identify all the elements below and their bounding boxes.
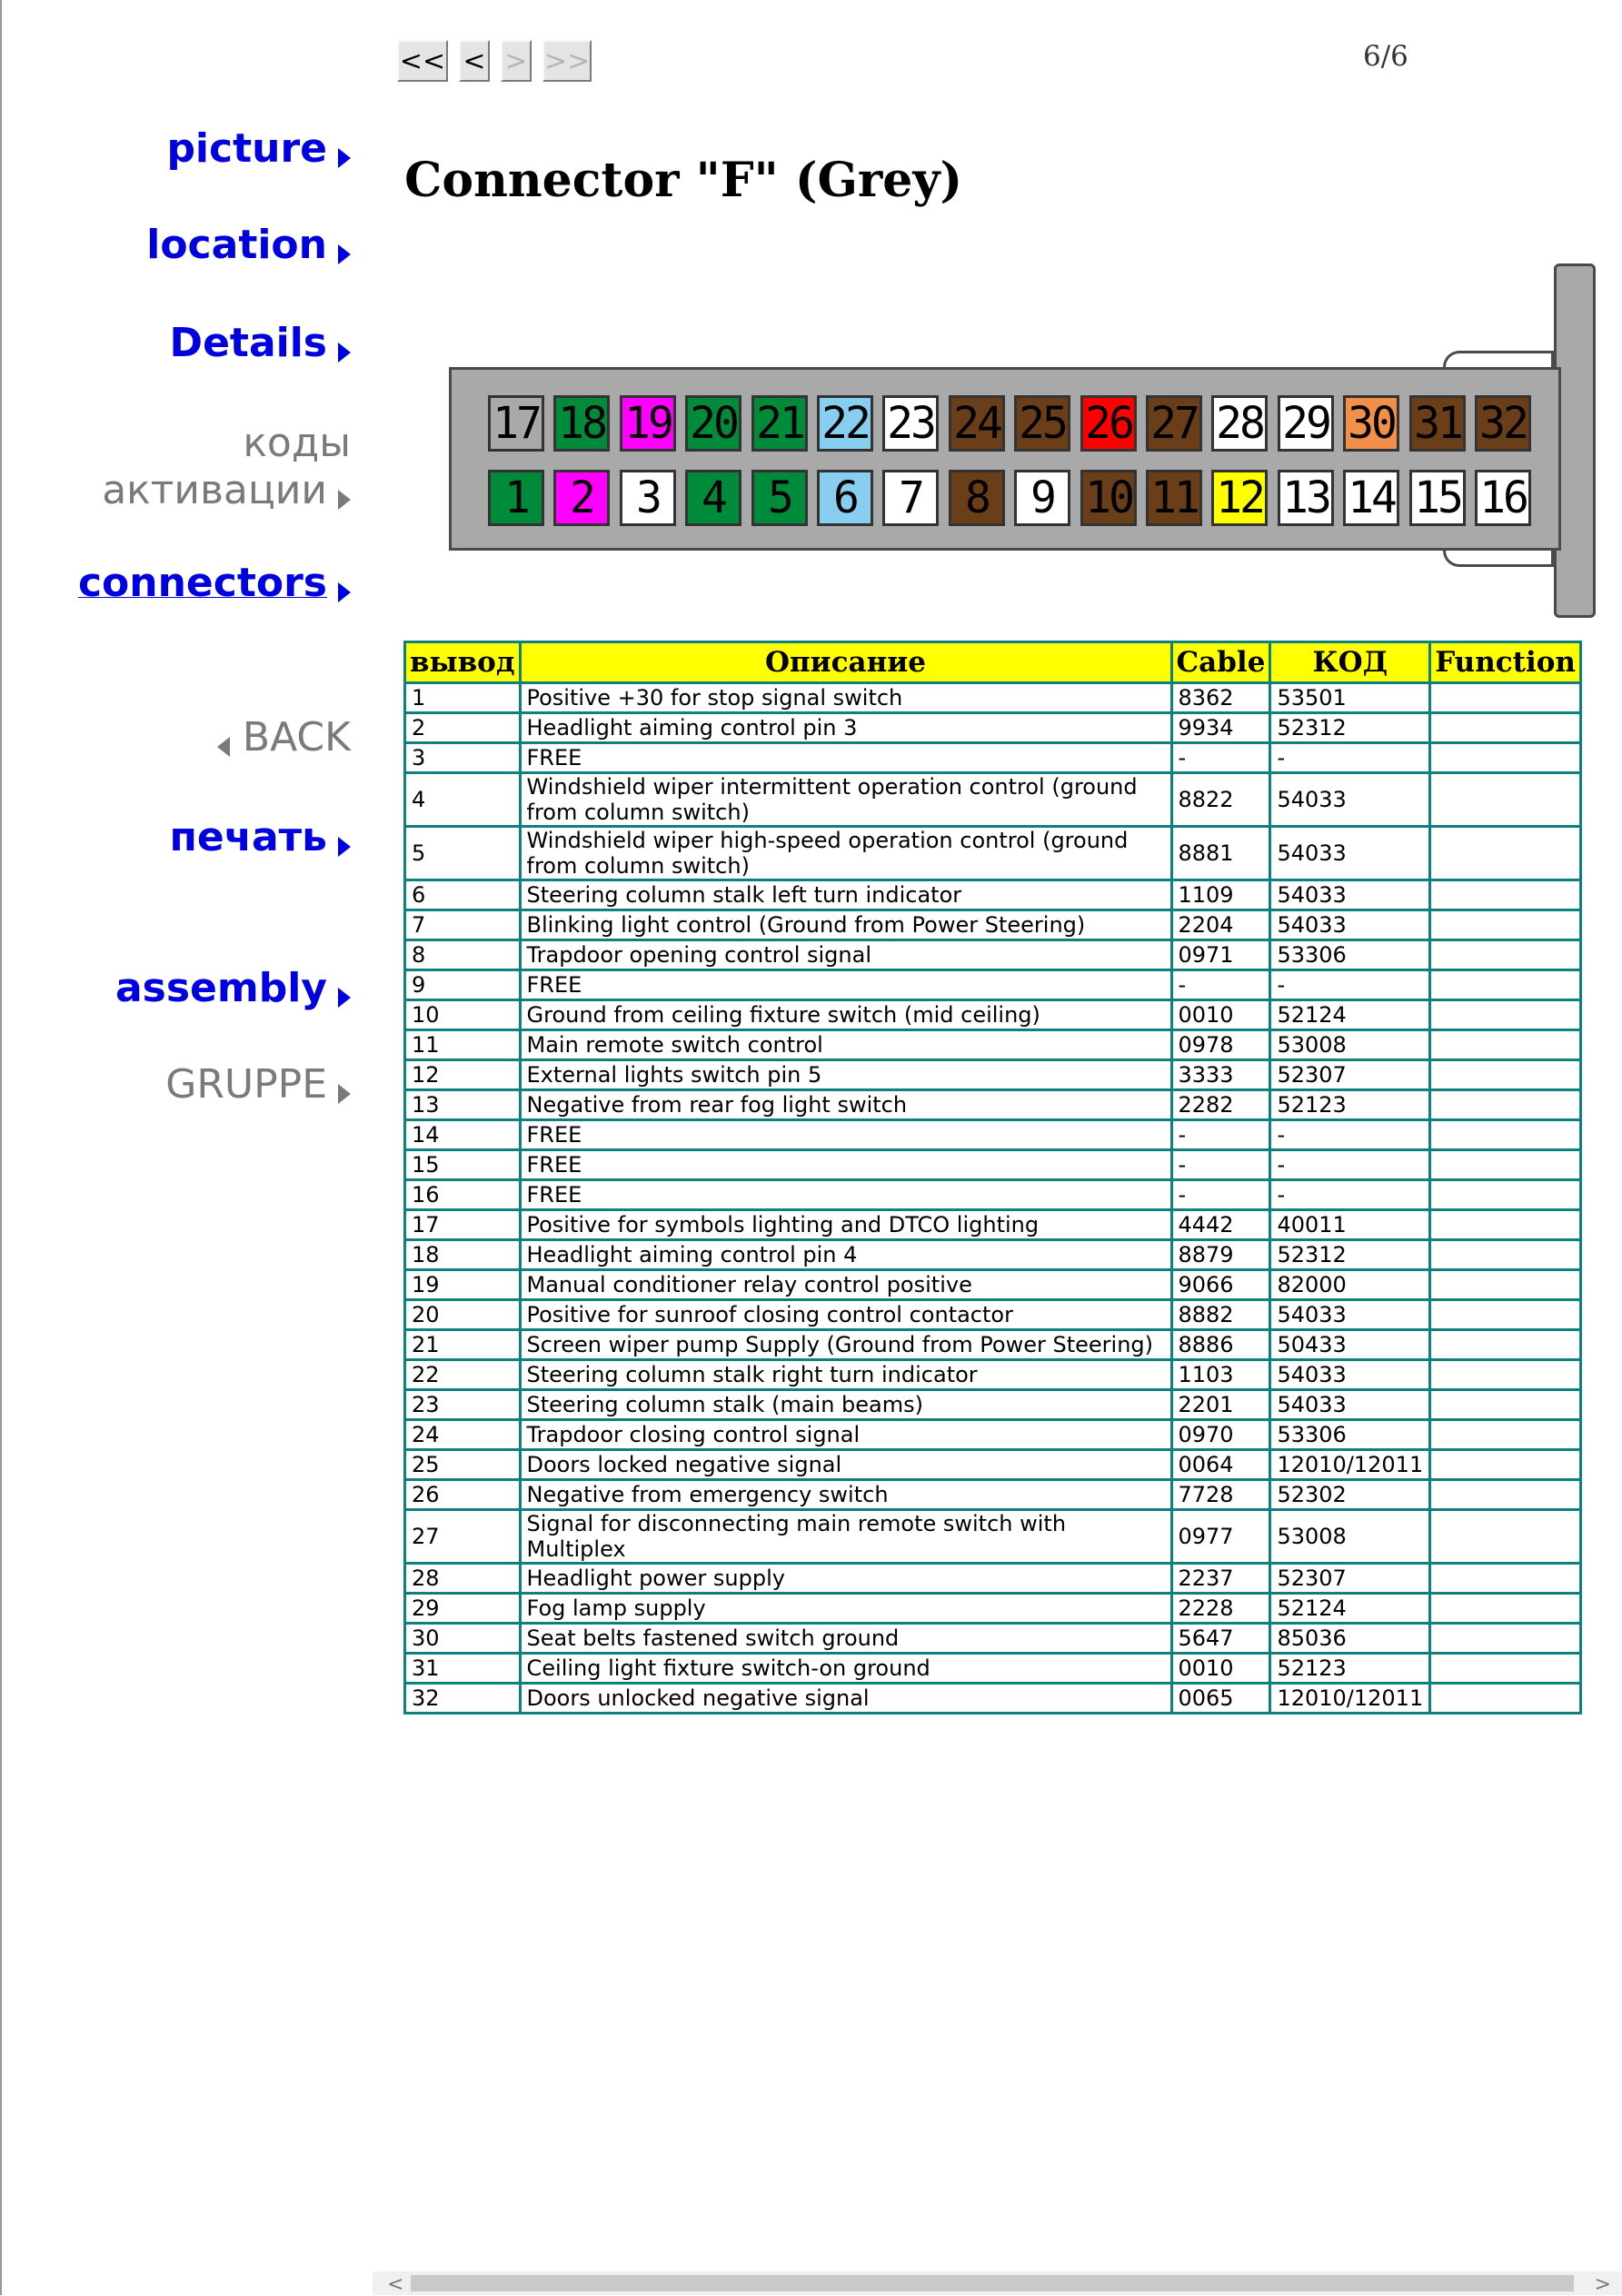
cell-cable: 5647 — [1171, 1624, 1270, 1654]
cell-description: Positive for sunroof closing control contactor — [520, 1300, 1171, 1330]
cell-function — [1430, 880, 1581, 910]
horizontal-scrollbar[interactable] — [373, 2271, 1622, 2295]
cell-cable: 8886 — [1171, 1330, 1270, 1360]
table-row — [405, 970, 1581, 1000]
connector-pin: 22 — [817, 395, 873, 452]
cell-cable: - — [1171, 1180, 1270, 1210]
connector-pin: 19 — [620, 395, 676, 452]
cell-description: FREE — [520, 1120, 1171, 1150]
table-row — [405, 1624, 1581, 1654]
menu-picture[interactable] — [0, 125, 351, 172]
cell-description: Windshield wiper intermittent operation control (ground from column switch) — [520, 773, 1171, 827]
cell-function — [1430, 910, 1581, 940]
cell-function — [1430, 940, 1581, 970]
cell-pin: 7 — [405, 910, 521, 940]
cell-code: 12010/12011 — [1270, 1684, 1430, 1714]
connector-latch-bottom — [1443, 551, 1554, 567]
connector-pin: 16 — [1475, 470, 1531, 526]
table-row — [405, 1654, 1581, 1684]
cell-description: Positive for symbols lighting and DTCO lighting — [520, 1210, 1171, 1240]
cell-code: 50433 — [1270, 1330, 1430, 1360]
cell-pin: 21 — [405, 1330, 521, 1360]
cell-function — [1430, 1594, 1581, 1624]
cell-pin: 26 — [405, 1480, 521, 1510]
cell-function — [1430, 743, 1581, 773]
cell-description: Seat belts fastened switch ground — [520, 1624, 1171, 1654]
table-row — [405, 1330, 1581, 1360]
connector-pin: 11 — [1146, 470, 1202, 526]
cell-pin: 6 — [405, 880, 521, 910]
table-row — [405, 1360, 1581, 1390]
pager — [397, 40, 592, 82]
cell-cable: 7728 — [1171, 1480, 1270, 1510]
cell-pin: 27 — [405, 1510, 521, 1564]
scroll-right-icon[interactable]: > — [1594, 2273, 1611, 2296]
cell-code: 52123 — [1270, 1654, 1430, 1684]
next-page-button[interactable]: > — [501, 40, 532, 82]
cell-function — [1430, 1360, 1581, 1390]
connector-pin: 30 — [1343, 395, 1399, 452]
cell-cable: 8881 — [1171, 827, 1270, 880]
cell-cable: 8882 — [1171, 1300, 1270, 1330]
table-row — [405, 1180, 1581, 1210]
table-row — [405, 1300, 1581, 1330]
connector-pin: 6 — [817, 470, 873, 526]
cell-function — [1430, 1240, 1581, 1270]
cell-cable: 0978 — [1171, 1030, 1270, 1060]
chevron-right-icon — [338, 148, 351, 168]
cell-cable: 2204 — [1171, 910, 1270, 940]
connector-pin: 18 — [553, 395, 610, 452]
col-description-header: Описание — [520, 642, 1171, 683]
cell-code: 52307 — [1270, 1564, 1430, 1594]
cell-description: Negative from rear fog light switch — [520, 1090, 1171, 1120]
cell-function — [1430, 773, 1581, 827]
connector-pin: 24 — [949, 395, 1005, 452]
cell-function — [1430, 683, 1581, 713]
connector-pin: 9 — [1014, 470, 1070, 526]
cell-function — [1430, 713, 1581, 743]
cell-description: Screen wiper pump Supply (Ground from Power Steering) — [520, 1330, 1171, 1360]
chevron-right-icon — [338, 490, 351, 510]
table-row — [405, 1240, 1581, 1270]
table-row — [405, 910, 1581, 940]
table-row — [405, 1564, 1581, 1594]
cell-pin: 11 — [405, 1030, 521, 1060]
cell-pin: 2 — [405, 713, 521, 743]
cell-description: Headlight power supply — [520, 1564, 1171, 1594]
cell-function — [1430, 1330, 1581, 1360]
cell-code: 54033 — [1270, 1360, 1430, 1390]
cell-cable: 0977 — [1171, 1510, 1270, 1564]
back-label: BACK — [242, 714, 351, 760]
table-row — [405, 940, 1581, 970]
cell-cable: 8362 — [1171, 683, 1270, 713]
table-row — [405, 1450, 1581, 1480]
cell-pin: 28 — [405, 1564, 521, 1594]
cell-function — [1430, 1480, 1581, 1510]
cell-cable: 0010 — [1171, 1000, 1270, 1030]
cell-pin: 17 — [405, 1210, 521, 1240]
page-indicator: 6/6 — [1363, 40, 1408, 73]
cell-function — [1430, 970, 1581, 1000]
cell-code: 53501 — [1270, 683, 1430, 713]
menu-codes-line2: активации — [102, 467, 327, 513]
cell-function — [1430, 1684, 1581, 1714]
connector-body — [449, 367, 1561, 551]
cell-cable: 0010 — [1171, 1654, 1270, 1684]
connector-pin: 31 — [1409, 395, 1466, 452]
cell-code: - — [1270, 1150, 1430, 1180]
cell-cable: 0970 — [1171, 1420, 1270, 1450]
cell-pin: 18 — [405, 1240, 521, 1270]
cell-description: Negative from emergency switch — [520, 1480, 1171, 1510]
table-row — [405, 1090, 1581, 1120]
scroll-left-icon[interactable]: < — [387, 2273, 404, 2296]
chevron-right-icon — [338, 582, 351, 602]
cell-code: 52123 — [1270, 1090, 1430, 1120]
cell-function — [1430, 1654, 1581, 1684]
cell-code: 54033 — [1270, 827, 1430, 880]
cell-code: - — [1270, 1180, 1430, 1210]
cell-description: External lights switch pin 5 — [520, 1060, 1171, 1090]
cell-pin: 22 — [405, 1360, 521, 1390]
connector-pin: 20 — [685, 395, 741, 452]
cell-function — [1430, 1120, 1581, 1150]
cell-pin: 12 — [405, 1060, 521, 1090]
cell-description: Signal for disconnecting main remote switch with Multiplex — [520, 1510, 1171, 1564]
cell-function — [1430, 1060, 1581, 1090]
cell-code: 54033 — [1270, 880, 1430, 910]
connector-pin: 25 — [1014, 395, 1070, 452]
connector-pin: 7 — [882, 470, 939, 526]
cell-pin: 13 — [405, 1090, 521, 1120]
connector-pin: 3 — [620, 470, 676, 526]
col-cable-header: Cable — [1171, 642, 1270, 683]
connector-pin: 28 — [1211, 395, 1268, 452]
cell-code: 52312 — [1270, 1240, 1430, 1270]
cell-pin: 16 — [405, 1180, 521, 1210]
cell-cable: 9934 — [1171, 713, 1270, 743]
table-row — [405, 880, 1581, 910]
cell-code: 52312 — [1270, 713, 1430, 743]
cell-description: Trapdoor closing control signal — [520, 1420, 1171, 1450]
cell-pin: 14 — [405, 1120, 521, 1150]
cell-pin: 10 — [405, 1000, 521, 1030]
cell-pin: 29 — [405, 1594, 521, 1624]
cell-code: 53306 — [1270, 1420, 1430, 1450]
cell-function — [1430, 1180, 1581, 1210]
page-title: Connector "F" (Grey) — [404, 153, 963, 208]
cell-description: Doors unlocked negative signal — [520, 1684, 1171, 1714]
cell-cable: 2237 — [1171, 1564, 1270, 1594]
cell-description: Doors locked negative signal — [520, 1450, 1171, 1480]
cell-function — [1430, 1270, 1581, 1300]
table-row — [405, 1594, 1581, 1624]
cell-cable: 8822 — [1171, 773, 1270, 827]
col-code-header: КОД — [1270, 642, 1430, 683]
cell-code: 54033 — [1270, 910, 1430, 940]
table-row — [405, 743, 1581, 773]
back-button[interactable] — [0, 714, 351, 760]
menu-print[interactable] — [0, 814, 351, 860]
connector-pin: 4 — [685, 470, 741, 526]
menu-codes-line1: коды — [243, 420, 351, 466]
cell-code: - — [1270, 743, 1430, 773]
table-row — [405, 1510, 1581, 1564]
menu-picture-label: picture — [166, 125, 327, 172]
connector-pin: 23 — [882, 395, 939, 452]
connector-pin: 8 — [949, 470, 1005, 526]
table-row — [405, 1684, 1581, 1714]
menu-connectors[interactable] — [0, 560, 351, 606]
connector-pin: 2 — [553, 470, 610, 526]
cell-code: 54033 — [1270, 1300, 1430, 1330]
table-header-row — [405, 642, 1581, 683]
menu-gruppe[interactable] — [0, 1061, 351, 1108]
table-row — [405, 1270, 1581, 1300]
cell-pin: 23 — [405, 1390, 521, 1420]
table-row — [405, 1120, 1581, 1150]
table-row — [405, 1060, 1581, 1090]
cell-description: Positive +30 for stop signal switch — [520, 683, 1171, 713]
cell-cable: 3333 — [1171, 1060, 1270, 1090]
chevron-right-icon — [338, 1084, 351, 1104]
cell-function — [1430, 1030, 1581, 1060]
table-row — [405, 713, 1581, 743]
cell-pin: 8 — [405, 940, 521, 970]
cell-function — [1430, 1624, 1581, 1654]
cell-code: 52302 — [1270, 1480, 1430, 1510]
menu-assembly[interactable] — [0, 965, 351, 1011]
cell-pin: 20 — [405, 1300, 521, 1330]
prev-page-button[interactable]: < — [459, 40, 490, 82]
table-row — [405, 1480, 1581, 1510]
pinout-table — [403, 641, 1582, 1715]
cell-cable: - — [1171, 1120, 1270, 1150]
cell-code: - — [1270, 1120, 1430, 1150]
table-row — [405, 1000, 1581, 1030]
cell-function — [1430, 1090, 1581, 1120]
connector-pin: 5 — [751, 470, 808, 526]
connector-pin: 1 — [488, 470, 544, 526]
cell-cable: 0064 — [1171, 1450, 1270, 1480]
cell-code: - — [1270, 970, 1430, 1000]
cell-description: Headlight aiming control pin 3 — [520, 713, 1171, 743]
cell-pin: 4 — [405, 773, 521, 827]
first-page-button[interactable]: << — [397, 40, 448, 82]
cell-cable: 2228 — [1171, 1594, 1270, 1624]
cell-cable: - — [1171, 1150, 1270, 1180]
connector-pin: 27 — [1146, 395, 1202, 452]
cell-pin: 19 — [405, 1270, 521, 1300]
cell-code: 82000 — [1270, 1270, 1430, 1300]
cell-description: FREE — [520, 970, 1171, 1000]
scrollbar-thumb[interactable] — [411, 2275, 1574, 2291]
cell-code: 85036 — [1270, 1624, 1430, 1654]
cell-description: Fog lamp supply — [520, 1594, 1171, 1624]
cell-cable: 2282 — [1171, 1090, 1270, 1120]
cell-pin: 24 — [405, 1420, 521, 1450]
cell-function — [1430, 1000, 1581, 1030]
cell-code: 40011 — [1270, 1210, 1430, 1240]
connector-pin: 29 — [1278, 395, 1334, 452]
cell-cable: 1109 — [1171, 880, 1270, 910]
menu-print-label: печать — [169, 814, 327, 860]
cell-cable: 0971 — [1171, 940, 1270, 970]
cell-pin: 3 — [405, 743, 521, 773]
menu-location-label: location — [146, 222, 327, 268]
cell-description: FREE — [520, 743, 1171, 773]
cell-pin: 30 — [405, 1624, 521, 1654]
menu-activation-codes[interactable] — [0, 420, 351, 522]
cell-pin: 31 — [405, 1654, 521, 1684]
cell-description: FREE — [520, 1180, 1171, 1210]
cell-description: Steering column stalk right turn indicator — [520, 1360, 1171, 1390]
menu-details-label: Details — [169, 320, 327, 366]
chevron-left-icon — [217, 737, 230, 757]
menu-assembly-label: assembly — [114, 965, 327, 1011]
table-row — [405, 1420, 1581, 1450]
chevron-right-icon — [338, 837, 351, 857]
cell-cable: 9066 — [1171, 1270, 1270, 1300]
cell-code: 12010/12011 — [1270, 1450, 1430, 1480]
cell-pin: 25 — [405, 1450, 521, 1480]
menu-details[interactable] — [0, 320, 351, 366]
cell-code: 52307 — [1270, 1060, 1430, 1090]
cell-code: 52124 — [1270, 1000, 1430, 1030]
connector-pin: 15 — [1409, 470, 1466, 526]
col-pin-header: вывод — [405, 642, 521, 683]
table-row — [405, 1390, 1581, 1420]
cell-description: Manual conditioner relay control positive — [520, 1270, 1171, 1300]
connector-pin: 17 — [488, 395, 544, 452]
cell-description: Ceiling light fixture switch-on ground — [520, 1654, 1171, 1684]
cell-description: Main remote switch control — [520, 1030, 1171, 1060]
cell-pin: 9 — [405, 970, 521, 1000]
chevron-right-icon — [338, 343, 351, 363]
table-row — [405, 1030, 1581, 1060]
connector-pin: 13 — [1278, 470, 1334, 526]
cell-cable: 4442 — [1171, 1210, 1270, 1240]
cell-description: FREE — [520, 1150, 1171, 1180]
table-row — [405, 827, 1581, 880]
cell-function — [1430, 1420, 1581, 1450]
cell-function — [1430, 1210, 1581, 1240]
col-function-header: Function — [1430, 642, 1581, 683]
cell-description: Ground from ceiling fixture switch (mid ceiling) — [520, 1000, 1171, 1030]
cell-code: 53008 — [1270, 1510, 1430, 1564]
menu-location[interactable] — [0, 222, 351, 268]
cell-code: 53008 — [1270, 1030, 1430, 1060]
connector-pin: 12 — [1211, 470, 1268, 526]
connector-pin: 21 — [751, 395, 808, 452]
cell-function — [1430, 1510, 1581, 1564]
cell-pin: 32 — [405, 1684, 521, 1714]
connector-latch-top — [1443, 351, 1554, 367]
cell-description: Blinking light control (Ground from Power Steering) — [520, 910, 1171, 940]
cell-cable: - — [1171, 970, 1270, 1000]
table-row — [405, 1150, 1581, 1180]
cell-description: Steering column stalk (main beams) — [520, 1390, 1171, 1420]
table-row — [405, 773, 1581, 827]
cell-function — [1430, 1390, 1581, 1420]
connector-pin: 26 — [1080, 395, 1137, 452]
chevron-right-icon — [338, 244, 351, 264]
last-page-button[interactable]: >> — [542, 40, 592, 82]
cell-function — [1430, 1150, 1581, 1180]
cell-cable: 1103 — [1171, 1360, 1270, 1390]
cell-function — [1430, 1450, 1581, 1480]
cell-pin: 15 — [405, 1150, 521, 1180]
chevron-right-icon — [338, 988, 351, 1008]
cell-code: 54033 — [1270, 773, 1430, 827]
cell-description: Windshield wiper high-speed operation control (ground from column switch) — [520, 827, 1171, 880]
cell-code: 53306 — [1270, 940, 1430, 970]
cell-cable: 8879 — [1171, 1240, 1270, 1270]
cell-function — [1430, 827, 1581, 880]
menu-connectors-label: connectors — [77, 560, 327, 606]
menu-gruppe-label: GRUPPE — [165, 1061, 327, 1108]
table-row — [405, 1210, 1581, 1240]
cell-cable: 2201 — [1171, 1390, 1270, 1420]
cell-description: Trapdoor opening control signal — [520, 940, 1171, 970]
cell-code: 52124 — [1270, 1594, 1430, 1624]
table-row — [405, 683, 1581, 713]
cell-pin: 5 — [405, 827, 521, 880]
cell-description: Steering column stalk left turn indicator — [520, 880, 1171, 910]
cell-function — [1430, 1564, 1581, 1594]
cell-cable: - — [1171, 743, 1270, 773]
connector-pin: 10 — [1080, 470, 1137, 526]
cell-pin: 1 — [405, 683, 521, 713]
connector-pin: 32 — [1475, 395, 1531, 452]
cell-function — [1430, 1300, 1581, 1330]
cell-cable: 0065 — [1171, 1684, 1270, 1714]
cell-description: Headlight aiming control pin 4 — [520, 1240, 1171, 1270]
connector-pin: 14 — [1343, 470, 1399, 526]
cell-code: 54033 — [1270, 1390, 1430, 1420]
